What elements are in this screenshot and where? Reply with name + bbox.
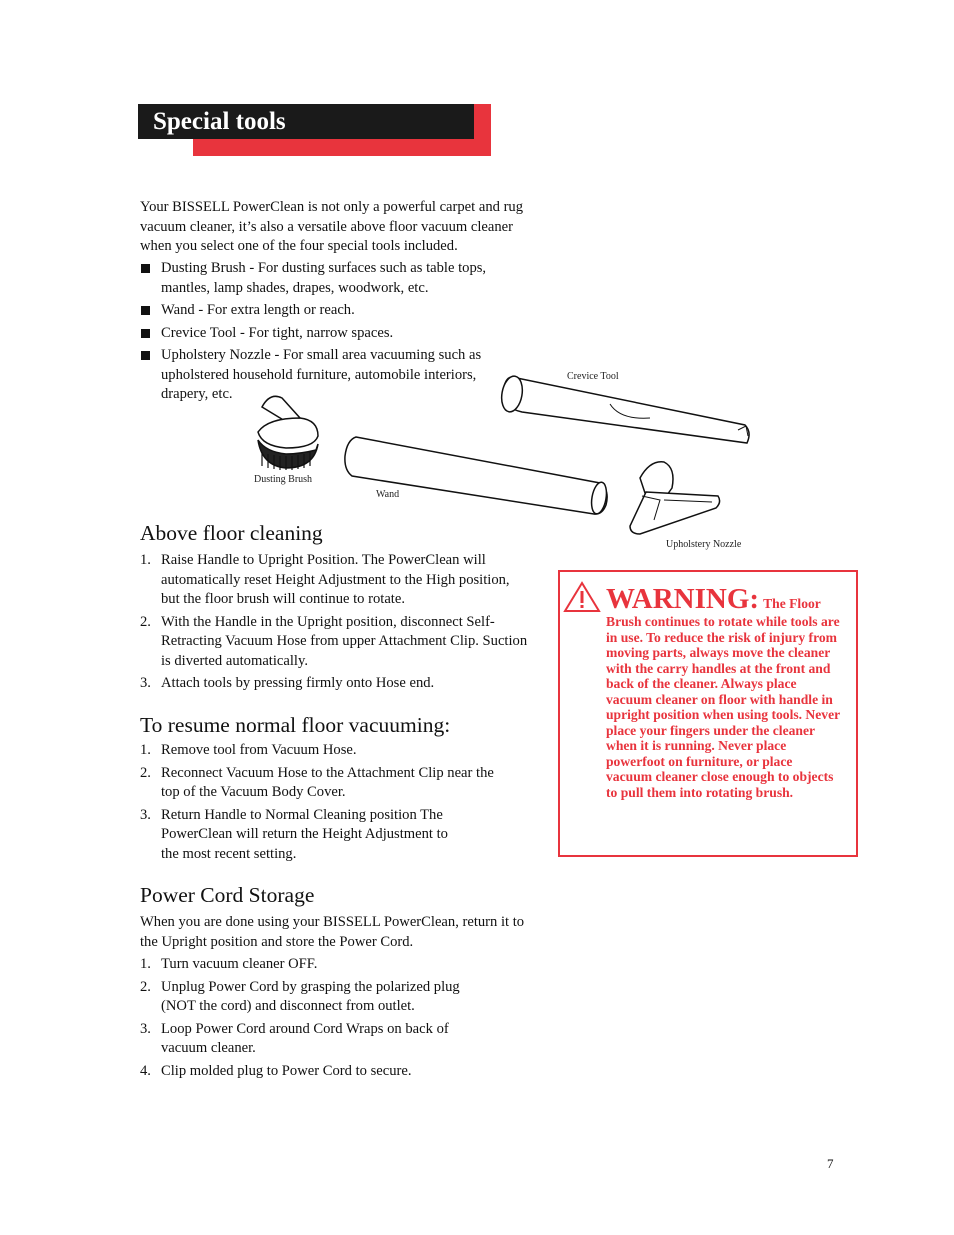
wand-label: Wand [376,489,400,500]
crevice-tool-label: Crevice Tool [567,371,619,382]
step-text: Loop Power Cord around Cord Wraps on back of vacuum cleaner. [161,1020,449,1056]
list-item: 1. Remove tool from Vacuum Hose. [140,742,357,758]
list-item: 3. Attach tools by pressing firmly onto Hose end. [140,675,435,691]
bullet-icon [141,329,150,338]
list-item [140,324,520,344]
tools-illustration [250,360,770,550]
warning-triangle-icon [563,581,601,613]
step-text: Reconnect Vacuum Hose to the Attachment Clip near the top of the Vacuum Body Cover. [161,764,494,800]
list-item [140,301,520,321]
resume-heading: To resume normal floor vacuuming: [140,713,451,737]
power-cord-heading: Power Cord Storage [140,883,315,907]
step-text: Turn vacuum cleaner OFF. [161,956,318,972]
dusting-brush-label: Dusting Brush [254,474,313,485]
step-text: Return Handle to Normal Cleaning position The PowerClean will return the Height Adjustment to the most recent setting. [161,806,448,862]
tool-desc: - For dusting surfaces such as table tops, mantles, lamp shades, drapes, woodwork, etc. [161,260,487,296]
above-floor-heading: Above floor cleaning [140,521,323,545]
tool-desc: - For tight, narrow spaces. [236,324,394,341]
list-item: 2. Unplug Power Cord by grasping the polarized plug (NOT the cord) and disconnect from outlet. [140,978,460,1014]
resume-steps [140,741,515,867]
page-title: Special tools [153,108,286,135]
list-item: 3. Return Handle to Normal Cleaning position The PowerClean will return the Height Adjustment to the most recent setting. [140,806,448,862]
above-floor-steps [140,551,530,697]
wand-icon [345,437,609,515]
list-item: 3. Loop Power Cord around Cord Wraps on back of vacuum cleaner. [140,1020,449,1056]
list-item [140,259,520,298]
bullet-icon [141,264,150,273]
upholstery-nozzle-label: Upholstery Nozzle [666,539,742,550]
warning-title: WARNING: [606,583,760,615]
dusting-brush-icon [258,396,318,470]
tool-name: Upholstery Nozzle [161,347,271,363]
intro-paragraph: Your BISSELL PowerClean is not only a powerful carpet and rug vacuum cleaner, it’s also a versatile above floor vacuum cleaner when you select one of the four special tools included. [140,199,524,254]
list-item: 1. Raise Handle to Upright Position. The PowerClean will automatically reset Height Adjustment to the High position, but the floor brush will continue to rotate. [140,552,510,607]
step-text: Remove tool from Vacuum Hose. [161,742,357,758]
warning-text [606,584,841,800]
tool-name: Wand [161,302,195,318]
step-text: Raise Handle to Upright Position. The PowerClean will automatically reset Height Adjustment to the High position, but the floor brush will continue to rotate. [161,552,510,607]
crevice-tool-icon [499,375,749,443]
power-cord-steps [140,955,480,1084]
bullet-icon [141,306,150,315]
list-item: 2. With the Handle in the Upright position, disconnect Self-Retracting Vacuum Hose from upper Attachment Clip. Suction is diverted automatically. [140,613,528,669]
power-cord-intro: When you are done using your BISSELL PowerClean, return it to the Upright position and store the Power Cord. [140,914,525,950]
tool-desc: - For extra length or reach. [194,302,355,318]
step-text: With the Handle in the Upright position, disconnect Self-Retracting Vacuum Hose from upper Attachment Clip. Suction is diverted automatically. [161,613,528,669]
list-item: 4. Clip molded plug to Power Cord to secure. [140,1062,412,1079]
bullet-icon [141,351,150,360]
list-item: 2. Reconnect Vacuum Hose to the Attachment Clip near the top of the Vacuum Body Cover. [140,764,494,800]
page-number: 7 [827,1156,834,1171]
list-item: 1. Turn vacuum cleaner OFF. [140,956,318,972]
tool-name: Dusting Brush [161,260,246,276]
warning-body: The Floor Brush continues to rotate while tools are in use. To reduce the risk of injury from moving parts, always move the cleaner with the carry handles at the front and back of the cleaner. Always place vacuum cleaner on floor with handle in upright position when using tools. Never place your fingers under the cleaner when it is running. Never place powerfoot on furniture, or place vacuum cleaner close enough to objects to pull them into rotating brush. [606,596,840,800]
upholstery-nozzle-icon [630,462,720,534]
step-text: Unplug Power Cord by grasping the polarized plug (NOT the cord) and disconnect from outlet. [161,978,460,1014]
step-text: Attach tools by pressing firmly onto Hose end. [161,675,435,691]
tool-name: Crevice Tool [161,324,237,341]
tool-desc: - For small area vacuuming such as upholstered household furniture, automobile interiors, drapery, etc. [161,347,482,402]
step-text: Clip molded plug to Power Cord to secure. [161,1062,412,1079]
